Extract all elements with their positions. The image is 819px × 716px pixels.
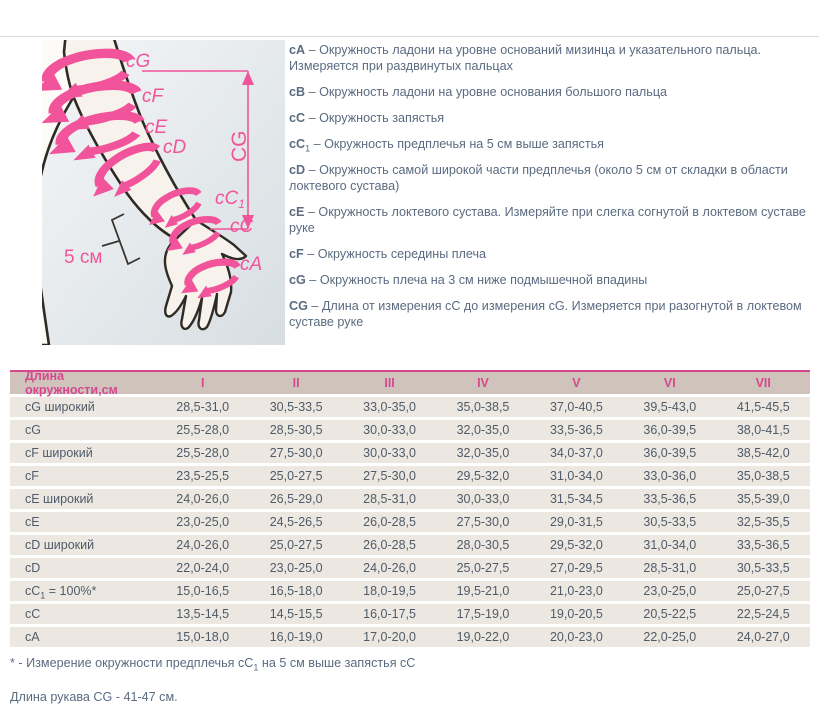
range-cell: 26,0-28,5 <box>363 515 416 529</box>
range-cell: 30,5-33,5 <box>269 400 323 414</box>
range-cell: 22,5-24,5 <box>736 607 790 621</box>
row-label: cC <box>25 607 41 621</box>
range-cell: 25,0-27,5 <box>269 538 323 552</box>
footnote-asterisk: * - Измерение окружности предплечья $cC_1$ на 5 см выше запястья cC <box>10 656 416 673</box>
table-row <box>10 466 810 486</box>
label-cf: cF <box>142 86 164 107</box>
range-cell: 25,0-27,5 <box>456 561 510 575</box>
range-cell: 18,0-19,5 <box>363 584 416 598</box>
range-cell: 20,0-23,0 <box>549 630 603 644</box>
range-cell: 38,5-42,0 <box>736 446 790 460</box>
range-cell: 24,0-26,0 <box>176 492 230 506</box>
row-label: $cC_1 = 100\%*$ <box>25 584 97 601</box>
range-cell: 31,0-34,0 <box>643 538 697 552</box>
size-column-header: VI <box>663 376 676 390</box>
measurement-description-item: cG – Окружность плеча на 3 см ниже подмышечной впадины <box>289 273 648 287</box>
range-cell: 20,5-22,5 <box>643 607 697 621</box>
table-row <box>10 420 810 440</box>
range-cell: 19,0-20,5 <box>549 607 603 621</box>
range-cell: 23,5-25,5 <box>176 469 230 483</box>
range-cell: 16,5-18,0 <box>269 584 323 598</box>
table-row <box>10 443 810 463</box>
range-cell: 26,0-28,5 <box>363 538 416 552</box>
row-label: cG <box>25 423 41 437</box>
range-cell: 33,5-36,5 <box>643 492 697 506</box>
range-cell: 34,0-37,0 <box>549 446 603 460</box>
range-cell: 25,0-27,5 <box>736 584 790 598</box>
range-cell: 23,0-25,0 <box>269 561 323 575</box>
measurement-description-item: cE – Окружность локтевого сустава. Измеряйте при слегка согнутой в локтевом суставе руке <box>289 205 806 235</box>
range-cell: 33,5-36,5 <box>549 423 603 437</box>
range-cell: 21,0-23,0 <box>549 584 603 598</box>
size-column-header: IV <box>477 376 489 390</box>
table-row <box>10 558 810 578</box>
range-cell: 33,0-35,0 <box>363 400 416 414</box>
size-column-header: III <box>384 376 395 390</box>
range-cell: 29,5-32,0 <box>456 469 510 483</box>
row-label: cE <box>25 515 40 529</box>
range-cell: 36,0-39,5 <box>643 446 697 460</box>
table-row <box>10 397 810 417</box>
size-table <box>10 370 810 650</box>
label-ca: cA <box>240 254 263 275</box>
range-cell: 17,5-19,0 <box>456 607 510 621</box>
table-row <box>10 512 810 532</box>
range-cell: 28,5-31,0 <box>643 561 697 575</box>
five-cm-label: 5 см <box>64 247 103 268</box>
measurement-descriptions <box>289 42 813 340</box>
range-cell: 17,0-20,0 <box>363 630 416 644</box>
range-cell: 24,0-27,0 <box>736 630 790 644</box>
range-cell: 13,5-14,5 <box>176 607 230 621</box>
range-cell: 24,0-26,0 <box>363 561 416 575</box>
row-label: cF <box>25 469 39 483</box>
sleeve-length-note: Длина рукава CG - 41-47 см. <box>10 690 178 704</box>
range-cell: 28,5-30,5 <box>269 423 323 437</box>
size-column-header: II <box>292 376 300 390</box>
range-cell: 27,5-30,0 <box>363 469 416 483</box>
range-cell: 33,0-36,0 <box>643 469 697 483</box>
label-cg: cG <box>126 51 151 72</box>
label-cc: cC <box>230 216 254 237</box>
range-cell: 28,5-31,0 <box>176 400 230 414</box>
range-cell: 29,5-32,0 <box>549 538 603 552</box>
range-cell: 25,5-28,0 <box>176 423 230 437</box>
range-cell: 33,5-36,5 <box>736 538 790 552</box>
measurement-description-item: cB – Окружность ладони на уровне основания большого пальца <box>289 85 668 99</box>
range-cell: 30,0-33,0 <box>456 492 510 506</box>
range-cell: 14,5-15,5 <box>269 607 323 621</box>
range-cell: 27,5-30,0 <box>456 515 510 529</box>
table-header-row <box>10 369 810 397</box>
range-cell: 35,0-38,5 <box>736 469 790 483</box>
range-cell: 39,5-43,0 <box>643 400 697 414</box>
range-cell: 24,5-26,5 <box>269 515 323 529</box>
range-cell: 19,0-22,0 <box>456 630 510 644</box>
range-cell: 24,0-26,0 <box>176 538 230 552</box>
range-cell: 35,0-38,5 <box>456 400 510 414</box>
row-label: cE широкий <box>25 492 94 506</box>
range-cell: 30,5-33,5 <box>643 515 697 529</box>
range-cell: 36,0-39,5 <box>643 423 697 437</box>
measurement-description-item: $cC_1$ – Окружность предплечья на 5 см выше запястья <box>289 137 604 154</box>
range-cell: 30,0-33,0 <box>363 423 416 437</box>
range-cell: 22,0-25,0 <box>643 630 697 644</box>
range-cell: 27,0-29,5 <box>549 561 603 575</box>
table-row <box>10 535 810 555</box>
range-cell: 15,0-18,0 <box>176 630 230 644</box>
arm-diagram-svg <box>42 40 285 345</box>
table-row <box>10 604 810 624</box>
range-cell: 25,0-27,5 <box>269 469 323 483</box>
table-row <box>10 627 810 647</box>
measurement-description-item: cF – Окружность середины плеча <box>289 247 487 261</box>
label-ce: cE <box>145 117 168 138</box>
range-cell: 16,0-19,0 <box>269 630 323 644</box>
range-cell: 31,0-34,0 <box>549 469 603 483</box>
range-cell: 22,0-24,0 <box>176 561 230 575</box>
range-cell: 30,5-33,5 <box>736 561 790 575</box>
range-cell: 29,0-31,5 <box>549 515 603 529</box>
measurement-description-item: cC – Окружность запястья <box>289 111 445 125</box>
range-cell: 28,5-31,0 <box>363 492 416 506</box>
top-divider <box>0 36 819 37</box>
range-cell: 19,5-21,0 <box>456 584 510 598</box>
range-cell: 26,5-29,0 <box>269 492 323 506</box>
range-cell: 30,0-33,0 <box>363 446 416 460</box>
range-cell: 31,5-34,5 <box>549 492 603 506</box>
table-row <box>10 581 810 601</box>
range-cell: 15,0-16,5 <box>176 584 230 598</box>
range-cell: 27,5-30,0 <box>269 446 323 460</box>
range-cell: 38,0-41,5 <box>736 423 790 437</box>
range-cell: 23,0-25,0 <box>643 584 697 598</box>
range-cell: 37,0-40,5 <box>549 400 603 414</box>
row-label: cA <box>25 630 40 644</box>
table-label-header: Длина окружности,см <box>25 369 118 397</box>
label-cc1: $cC_1$ <box>215 188 245 211</box>
row-label: cD широкий <box>25 538 95 552</box>
row-label: cF широкий <box>25 446 93 460</box>
range-cell: 32,0-35,0 <box>456 423 510 437</box>
range-cell: 25,5-28,0 <box>176 446 230 460</box>
range-cell: 32,5-35,5 <box>736 515 790 529</box>
row-label: cD <box>25 561 41 575</box>
range-cell: 23,0-25,0 <box>176 515 230 529</box>
measurement-description-item: cA – Окружность ладони на уровне оснований мизинца и указательного пальца. Измеряется при раздвинутых пальцах <box>289 43 762 73</box>
measurement-description-item: CG – Длина от измерения cC до измерения cG. Измеряется при разогнутой в локтевом суставе руке <box>289 299 802 329</box>
range-cell: 28,0-30,5 <box>456 538 510 552</box>
range-cell: 32,0-35,0 <box>456 446 510 460</box>
size-column-header: VII <box>755 376 771 390</box>
arm-measurement-diagram <box>42 40 285 345</box>
size-column-header: V <box>572 376 581 390</box>
measurement-description-item: cD – Окружность самой широкой части предплечья (около 5 см от складки в области локтевого сустава) <box>289 163 788 193</box>
label-cd: cD <box>163 137 187 158</box>
range-cell: 41,5-45,5 <box>736 400 790 414</box>
range-cell: 35,5-39,0 <box>736 492 790 506</box>
row-label: cG широкий <box>25 400 95 414</box>
table-row <box>10 489 810 509</box>
cg-length-label: CG <box>228 130 251 162</box>
size-column-header: I <box>200 376 205 390</box>
range-cell: 16,0-17,5 <box>363 607 416 621</box>
